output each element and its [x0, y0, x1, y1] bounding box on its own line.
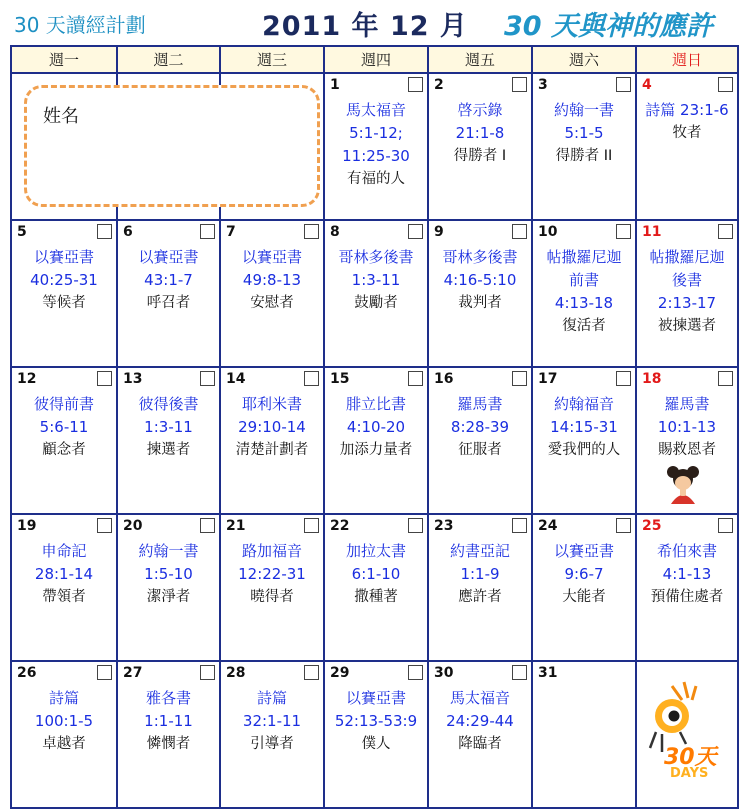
scripture-ref: 5:6-11	[39, 418, 89, 436]
day-cell	[532, 73, 636, 220]
scripture-ref: 2:13-17	[657, 294, 717, 312]
book-name: 約翰一書	[138, 542, 199, 560]
reading-block	[637, 246, 737, 338]
day-number: 6	[123, 224, 133, 240]
day-number: 19	[17, 518, 37, 534]
scripture-ref: 21:1-8	[455, 124, 505, 142]
promise-word: 揀選者	[146, 442, 191, 458]
reading-block	[325, 246, 427, 315]
day-cell	[220, 514, 324, 661]
done-checkbox[interactable]	[512, 224, 527, 239]
scripture-ref: 14:15-31	[550, 418, 618, 436]
done-checkbox[interactable]	[616, 224, 631, 239]
book-name: 耶利米書	[241, 395, 302, 413]
done-checkbox[interactable]	[512, 77, 527, 92]
day-number: 12	[17, 371, 37, 387]
day-number: 23	[434, 518, 454, 534]
day-cell	[11, 661, 117, 808]
promise-word: 應許者	[458, 589, 502, 605]
day-number: 31	[538, 665, 558, 681]
done-checkbox[interactable]	[512, 371, 527, 386]
day-cell	[324, 367, 428, 514]
day-cell	[220, 661, 324, 808]
day-cell	[428, 220, 532, 367]
promise-word: 被揀選者	[658, 318, 716, 334]
book-name: 彼得前書	[33, 395, 94, 413]
day-cell	[428, 367, 532, 514]
day-number: 27	[123, 665, 143, 681]
scripture-ref: 24:29-44	[446, 712, 514, 730]
promise-word: 加添力量者	[339, 442, 413, 458]
day-number: 29	[330, 665, 350, 681]
done-checkbox[interactable]	[718, 518, 733, 533]
done-checkbox[interactable]	[512, 665, 527, 680]
book-name: 申命記	[41, 542, 87, 560]
book-name: 羅馬書	[664, 395, 710, 413]
book-name: 帖撒羅尼迦	[649, 248, 725, 266]
promise-word: 有福的人	[347, 171, 405, 187]
day-cell	[11, 514, 117, 661]
day-number: 25	[642, 518, 662, 534]
done-checkbox[interactable]	[616, 518, 631, 533]
done-checkbox[interactable]	[304, 665, 319, 680]
promise-word: 牧者	[672, 125, 702, 141]
day-number: 21	[226, 518, 246, 534]
scripture-ref: 1:3-11	[144, 418, 193, 436]
day-number: 9	[434, 224, 444, 240]
done-checkbox[interactable]	[616, 371, 631, 386]
done-checkbox[interactable]	[97, 224, 112, 239]
reading-block	[429, 687, 531, 756]
book-name: 詩篇	[256, 689, 287, 707]
day-number: 3	[538, 77, 548, 93]
scripture-ref: 4:10-20	[346, 418, 406, 436]
done-checkbox[interactable]	[97, 665, 112, 680]
scripture-ref: 49:8-13	[242, 271, 302, 289]
day-number: 20	[123, 518, 143, 534]
scripture-ref: 11:25-30	[342, 147, 410, 165]
reading-block	[533, 393, 635, 462]
reading-block	[221, 540, 323, 609]
done-checkbox[interactable]	[200, 518, 215, 533]
promise-word: 僕人	[361, 736, 391, 752]
day-cell	[324, 661, 428, 808]
promise-word: 復活者	[562, 318, 606, 334]
day-number: 17	[538, 371, 558, 387]
week-row	[11, 514, 738, 661]
promise-word: 曉得者	[250, 589, 294, 605]
day-number: 2	[434, 77, 444, 93]
book-name: 以賽亞書	[345, 689, 406, 707]
scripture-ref: 52:13-53:9	[334, 712, 418, 730]
day-cell	[532, 661, 636, 808]
day-number: 30	[434, 665, 454, 681]
day-number: 24	[538, 518, 558, 534]
theme-title: 30 天與神的應許	[504, 11, 713, 42]
book-name: 以賽亞書	[138, 248, 199, 266]
book-name: 詩篇 23:1-6	[645, 101, 729, 119]
promise-word: 降臨者	[458, 736, 502, 752]
scripture-ref: 4:1-13	[662, 565, 712, 583]
book-name: 以賽亞書	[553, 542, 614, 560]
header	[0, 0, 749, 44]
done-checkbox[interactable]	[718, 371, 733, 386]
week-row	[11, 661, 738, 808]
day-number: 14	[226, 371, 246, 387]
plan-title: 30 天讀經計劃	[14, 13, 146, 37]
day-cell	[532, 220, 636, 367]
day-cell	[636, 514, 738, 661]
reading-block	[325, 393, 427, 462]
done-checkbox[interactable]	[200, 665, 215, 680]
scripture-ref: 1:5-10	[144, 565, 193, 583]
book-name: 馬太福音	[449, 689, 510, 707]
day-cell	[428, 514, 532, 661]
day-cell	[428, 661, 532, 808]
promise-word: 征服者	[458, 442, 502, 458]
promise-word: 撒種著	[354, 589, 398, 605]
reading-block	[221, 687, 323, 756]
reading-block	[118, 246, 219, 315]
book-name: 雅各書	[145, 689, 191, 707]
day-cell	[117, 661, 220, 808]
book-name: 帖撒羅尼迦	[546, 248, 622, 266]
day-number: 10	[538, 224, 558, 240]
promise-word: 賜救恩者	[658, 442, 716, 458]
day-cell	[428, 73, 532, 220]
name-label: 姓名	[43, 106, 79, 127]
promise-word: 呼召者	[146, 295, 191, 311]
day-cell	[324, 220, 428, 367]
done-checkbox[interactable]	[304, 224, 319, 239]
weekday-mon: 週一	[11, 46, 117, 73]
day-cell	[11, 367, 117, 514]
scripture-ref: 5:1-5	[564, 124, 604, 142]
reading-block	[533, 99, 635, 168]
book-name: 彼得後書	[138, 395, 199, 413]
done-checkbox[interactable]	[304, 518, 319, 533]
done-checkbox[interactable]	[97, 518, 112, 533]
day-cell	[324, 514, 428, 661]
scripture-ref: 1:1-11	[144, 712, 193, 730]
day-cell	[11, 220, 117, 367]
done-checkbox[interactable]	[408, 518, 423, 533]
done-checkbox[interactable]	[408, 371, 423, 386]
weekday-wed: 週三	[220, 46, 324, 73]
scripture-ref: 10:1-13	[657, 418, 717, 436]
book-name: 哥林多後書	[442, 248, 518, 266]
reading-block	[533, 246, 635, 338]
weekday-tue: 週二	[117, 46, 220, 73]
day-cell	[636, 73, 738, 220]
month-title: 2011 年 12 月	[262, 11, 468, 42]
svg-text:DAYS: DAYS	[670, 766, 709, 778]
done-checkbox[interactable]	[616, 77, 631, 92]
day-number: 18	[642, 371, 662, 387]
reading-block	[118, 687, 219, 756]
week-row	[11, 367, 738, 514]
book-name: 約翰一書	[553, 101, 614, 119]
promise-word: 預備住處者	[650, 589, 724, 605]
reading-block	[325, 687, 427, 756]
day-number: 4	[642, 77, 652, 93]
day-cell	[220, 367, 324, 514]
weekday-fri: 週五	[428, 46, 532, 73]
book-name: 羅馬書	[457, 395, 503, 413]
promise-word: 清楚計劃者	[235, 442, 309, 458]
done-checkbox[interactable]	[200, 224, 215, 239]
scripture-ref: 29:10-14	[238, 418, 306, 436]
scripture-ref: 12:22-31	[238, 565, 306, 583]
day-number: 1	[330, 77, 340, 93]
reading-block	[325, 99, 427, 191]
done-checkbox[interactable]	[97, 371, 112, 386]
name-box[interactable]	[24, 85, 320, 207]
day-number: 13	[123, 371, 143, 387]
30-days-logo-icon	[636, 678, 736, 778]
day-number: 16	[434, 371, 454, 387]
reading-block	[118, 393, 219, 462]
promise-word: 得勝者 I	[453, 148, 507, 164]
scripture-ref: 6:1-10	[351, 565, 401, 583]
reading-block	[533, 540, 635, 609]
done-checkbox[interactable]	[512, 518, 527, 533]
day-number: 28	[226, 665, 246, 681]
reading-block	[221, 393, 323, 462]
day-cell	[532, 514, 636, 661]
promise-word: 顧念者	[42, 442, 86, 458]
reading-block	[637, 99, 737, 145]
reading-block	[637, 393, 737, 462]
day-number: 22	[330, 518, 350, 534]
day-number: 5	[17, 224, 27, 240]
reading-block	[221, 246, 323, 315]
reading-block	[637, 540, 737, 609]
day-number: 11	[642, 224, 662, 240]
day-number: 7	[226, 224, 236, 240]
reading-block	[12, 687, 116, 756]
weekday-thu: 週四	[324, 46, 428, 73]
promise-word: 愛我們的人	[547, 442, 621, 458]
promise-word: 憐憫者	[146, 736, 191, 752]
scripture-ref: 4:16-5:10	[443, 271, 517, 289]
day-cell	[220, 220, 324, 367]
reading-block	[12, 246, 116, 315]
book-name: 路加福音	[241, 542, 302, 560]
scripture-ref: 後書	[671, 271, 702, 289]
scripture-ref: 1:1-9	[460, 565, 500, 583]
week-row	[11, 220, 738, 367]
scripture-ref: 1:3-11	[351, 271, 401, 289]
scripture-ref: 28:1-14	[34, 565, 94, 583]
book-name: 腓立比書	[345, 395, 406, 413]
book-name: 馬太福音	[345, 101, 406, 119]
day-cell	[117, 220, 220, 367]
book-name: 約翰福音	[553, 395, 614, 413]
done-checkbox[interactable]	[200, 371, 215, 386]
girl-praying-icon	[664, 464, 702, 504]
day-number: 26	[17, 665, 37, 681]
reading-block	[429, 393, 531, 462]
promise-word: 裁判者	[458, 295, 502, 311]
scripture-ref: 100:1-5	[34, 712, 94, 730]
day-cell	[117, 367, 220, 514]
scripture-ref: 40:25-31	[30, 271, 98, 289]
done-checkbox[interactable]	[408, 665, 423, 680]
promise-word: 等候者	[42, 295, 86, 311]
reading-block	[429, 99, 531, 168]
weekday-header-row	[11, 46, 738, 73]
promise-word: 安慰者	[250, 295, 294, 311]
reading-block	[118, 540, 219, 609]
day-cell	[324, 73, 428, 220]
scripture-ref: 9:6-7	[564, 565, 604, 583]
book-name: 希伯來書	[656, 542, 717, 560]
book-name: 詩篇	[48, 689, 79, 707]
done-checkbox[interactable]	[408, 77, 423, 92]
done-checkbox[interactable]	[718, 224, 733, 239]
scripture-ref: 前書	[568, 271, 599, 289]
scripture-ref: 5:1-12;	[349, 124, 403, 142]
book-name: 約書亞記	[449, 542, 510, 560]
reading-block	[12, 540, 116, 609]
promise-word: 鼓勵者	[354, 295, 398, 311]
day-number: 8	[330, 224, 340, 240]
reading-block	[429, 540, 531, 609]
promise-word: 得勝者 II	[555, 148, 613, 164]
reading-block	[325, 540, 427, 609]
day-cell	[636, 220, 738, 367]
day-number: 15	[330, 371, 350, 387]
scripture-ref: 8:28-39	[450, 418, 510, 436]
scripture-ref: 4:13-18	[554, 294, 614, 312]
scripture-ref: 43:1-7	[144, 271, 193, 289]
scripture-ref: 32:1-11	[242, 712, 302, 730]
reading-block	[12, 393, 116, 462]
weekday-sat: 週六	[532, 46, 636, 73]
promise-word: 潔淨者	[146, 589, 191, 605]
promise-word: 卓越者	[42, 736, 86, 752]
book-name: 啓示錄	[457, 101, 503, 119]
svg-text:30天: 30天	[664, 745, 717, 770]
reading-block	[429, 246, 531, 315]
day-cell	[532, 367, 636, 514]
book-name: 以賽亞書	[33, 248, 94, 266]
promise-word: 引導者	[250, 736, 294, 752]
book-name: 以賽亞書	[241, 248, 302, 266]
book-name: 哥林多後書	[338, 248, 414, 266]
book-name: 加拉太書	[345, 542, 406, 560]
weekday-sun: 週日	[636, 46, 738, 73]
done-checkbox[interactable]	[304, 371, 319, 386]
done-checkbox[interactable]	[408, 224, 423, 239]
done-checkbox[interactable]	[718, 77, 733, 92]
day-cell	[117, 514, 220, 661]
promise-word: 帶領者	[42, 589, 86, 605]
promise-word: 大能者	[562, 589, 606, 605]
